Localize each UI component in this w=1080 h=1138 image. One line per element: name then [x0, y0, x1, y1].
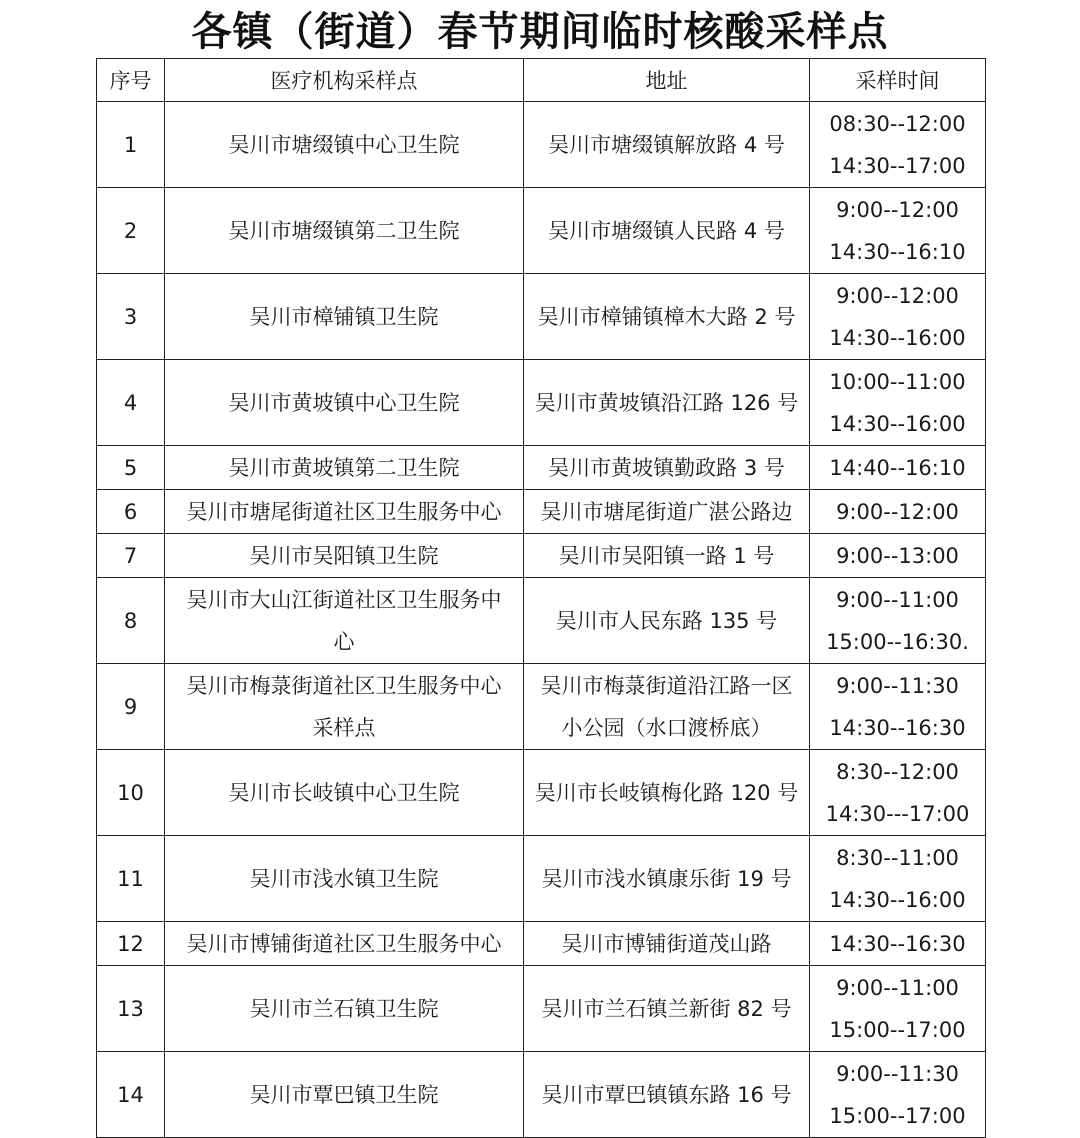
row-index: 1: [123, 132, 138, 157]
cell-time: [810, 188, 986, 274]
table-row: [97, 922, 986, 966]
institution-name: 吴川市浅水镇卫生院: [249, 866, 439, 891]
cell-index: [97, 274, 165, 360]
cell-institution: [165, 274, 524, 360]
time-slot: 15:00--17:00: [829, 1017, 966, 1042]
cell-index: [97, 578, 165, 664]
time-slot: 14:30--16:30: [829, 715, 966, 740]
cell-time: [810, 750, 986, 836]
table-row: [97, 966, 986, 1052]
cell-address: [524, 188, 810, 274]
cell-address: [524, 446, 810, 490]
time-slot: 14:30--16:00: [829, 325, 966, 350]
table-row: [97, 188, 986, 274]
row-index: 4: [123, 390, 138, 415]
cell-time: [810, 966, 986, 1052]
cell-institution: [165, 102, 524, 188]
cell-time: [810, 274, 986, 360]
address-text: 吴川市塘缀镇解放路 4 号: [548, 132, 785, 157]
address-text: 吴川市长岐镇梅化路 120 号: [534, 780, 799, 805]
institution-name: 吴川市吴阳镇卫生院: [249, 543, 439, 568]
row-index: 12: [117, 931, 144, 956]
address-text: 吴川市兰石镇兰新街 82 号: [541, 996, 792, 1021]
cell-address: [524, 836, 810, 922]
time-slot: 8:30--11:00: [836, 845, 959, 870]
cell-index: [97, 534, 165, 578]
cell-time: [810, 360, 986, 446]
cell-index: [97, 188, 165, 274]
address-text: 吴川市黄坡镇沿江路 126 号: [534, 390, 799, 415]
institution-name: 吴川市樟铺镇卫生院: [249, 304, 439, 329]
table-row: [97, 664, 986, 750]
cell-address: [524, 750, 810, 836]
institution-name: 吴川市博铺街道社区卫生服务中心: [186, 931, 502, 956]
document-title: 各镇（街道）春节期间临时核酸采样点: [191, 9, 889, 55]
header-institution: 医疗机构采样点: [165, 59, 524, 102]
cell-address: [524, 664, 810, 750]
cell-time: [810, 922, 986, 966]
institution-name: 吴川市塘缀镇中心卫生院: [228, 132, 460, 157]
cell-time: [810, 578, 986, 664]
address-text: 吴川市覃巴镇镇东路 16 号: [541, 1082, 792, 1107]
address-text: 小公园（水口渡桥底）: [561, 715, 772, 740]
time-slot: 15:00--17:00: [829, 1103, 966, 1128]
cell-index: [97, 490, 165, 534]
table-row: [97, 102, 986, 188]
address-text: 吴川市人民东路 135 号: [555, 608, 778, 633]
time-slot: 9:00--12:00: [836, 499, 959, 524]
row-index: 5: [123, 455, 138, 480]
cell-address: [524, 490, 810, 534]
table-row: [97, 750, 986, 836]
cell-index: [97, 750, 165, 836]
address-text: 吴川市塘缀镇人民路 4 号: [548, 218, 785, 243]
table-row: [97, 490, 986, 534]
time-slot: 14:30--16:00: [829, 887, 966, 912]
header-time: 采样时间: [810, 59, 986, 102]
time-slot: 9:00--13:00: [836, 543, 959, 568]
table-row: [97, 836, 986, 922]
address-text: 吴川市梅菉街道沿江路一区: [540, 673, 793, 698]
row-index: 9: [123, 694, 138, 719]
address-text: 吴川市浅水镇康乐街 19 号: [541, 866, 792, 891]
header-index: 序号: [97, 59, 165, 102]
time-slot: 8:30--12:00: [836, 759, 959, 784]
cell-time: [810, 1052, 986, 1138]
cell-address: [524, 1052, 810, 1138]
cell-institution: [165, 490, 524, 534]
row-index: 14: [117, 1082, 144, 1107]
institution-name: 吴川市塘缀镇第二卫生院: [228, 218, 460, 243]
cell-address: [524, 578, 810, 664]
table-row: [97, 578, 986, 664]
time-slot: 9:00--12:00: [836, 283, 959, 308]
table-header: [97, 59, 986, 102]
time-slot: 9:00--11:30: [836, 1061, 959, 1086]
time-slot: 15:00--16:30.: [826, 629, 969, 654]
institution-name: 采样点: [312, 715, 376, 740]
table-row: [97, 446, 986, 490]
header-row: [97, 59, 986, 102]
time-slot: 9:00--11:30: [836, 673, 959, 698]
row-index: 13: [117, 996, 144, 1021]
time-slot: 14:30--17:00: [829, 153, 966, 178]
cell-address: [524, 922, 810, 966]
cell-address: [524, 534, 810, 578]
cell-time: [810, 102, 986, 188]
time-slot: 08:30--12:00: [829, 111, 966, 136]
institution-name: 吴川市黄坡镇第二卫生院: [228, 455, 460, 480]
cell-institution: [165, 1052, 524, 1138]
institution-name: 吴川市长岐镇中心卫生院: [228, 780, 460, 805]
row-index: 8: [123, 608, 138, 633]
table-row: [97, 360, 986, 446]
institution-name: 心: [333, 629, 355, 654]
cell-institution: [165, 446, 524, 490]
row-index: 6: [123, 499, 138, 524]
cell-address: [524, 274, 810, 360]
cell-index: [97, 1052, 165, 1138]
cell-institution: [165, 922, 524, 966]
address-text: 吴川市博铺街道茂山路: [561, 931, 772, 956]
cell-index: [97, 966, 165, 1052]
table-row: [97, 1052, 986, 1138]
institution-name: 吴川市覃巴镇卫生院: [249, 1082, 439, 1107]
time-slot: 10:00--11:00: [829, 369, 966, 394]
cell-institution: [165, 664, 524, 750]
row-index: 10: [117, 780, 144, 805]
institution-name: 吴川市塘尾街道社区卫生服务中心: [186, 499, 502, 524]
row-index: 11: [117, 866, 144, 891]
cell-address: [524, 360, 810, 446]
cell-time: [810, 446, 986, 490]
cell-institution: [165, 966, 524, 1052]
cell-index: [97, 664, 165, 750]
row-index: 2: [123, 218, 138, 243]
address-text: 吴川市塘尾街道广湛公路边: [540, 499, 793, 524]
institution-name: 吴川市兰石镇卫生院: [249, 996, 439, 1021]
time-slot: 14:30---17:00: [825, 801, 970, 826]
time-slot: 9:00--11:00: [836, 975, 959, 1000]
cell-institution: [165, 750, 524, 836]
time-slot: 14:30--16:00: [829, 411, 966, 436]
cell-index: [97, 446, 165, 490]
header-address: 地址: [524, 59, 810, 102]
cell-institution: [165, 188, 524, 274]
address-text: 吴川市黄坡镇勤政路 3 号: [548, 455, 785, 480]
time-slot: 9:00--11:00: [836, 587, 959, 612]
time-slot: 14:30--16:30: [829, 931, 966, 956]
cell-time: [810, 664, 986, 750]
institution-name: 吴川市黄坡镇中心卫生院: [228, 390, 460, 415]
cell-institution: [165, 360, 524, 446]
cell-institution: [165, 836, 524, 922]
row-index: 7: [123, 543, 138, 568]
cell-time: [810, 836, 986, 922]
cell-index: [97, 836, 165, 922]
row-index: 3: [123, 304, 138, 329]
address-text: 吴川市樟铺镇樟木大路 2 号: [537, 304, 796, 329]
cell-time: [810, 490, 986, 534]
cell-index: [97, 360, 165, 446]
table-body: [97, 102, 986, 1138]
institution-name: 吴川市梅菉街道社区卫生服务中心: [186, 673, 502, 698]
table-row: [97, 534, 986, 578]
time-slot: 9:00--12:00: [836, 197, 959, 222]
cell-institution: [165, 534, 524, 578]
cell-index: [97, 922, 165, 966]
cell-address: [524, 966, 810, 1052]
cell-time: [810, 534, 986, 578]
cell-address: [524, 102, 810, 188]
time-slot: 14:40--16:10: [829, 455, 966, 480]
cell-institution: [165, 578, 524, 664]
sampling-sites-table: [96, 58, 986, 1138]
address-text: 吴川市吴阳镇一路 1 号: [558, 543, 775, 568]
table-row: [97, 274, 986, 360]
time-slot: 14:30--16:10: [829, 239, 966, 264]
institution-name: 吴川市大山江街道社区卫生服务中: [186, 587, 502, 612]
cell-index: [97, 102, 165, 188]
